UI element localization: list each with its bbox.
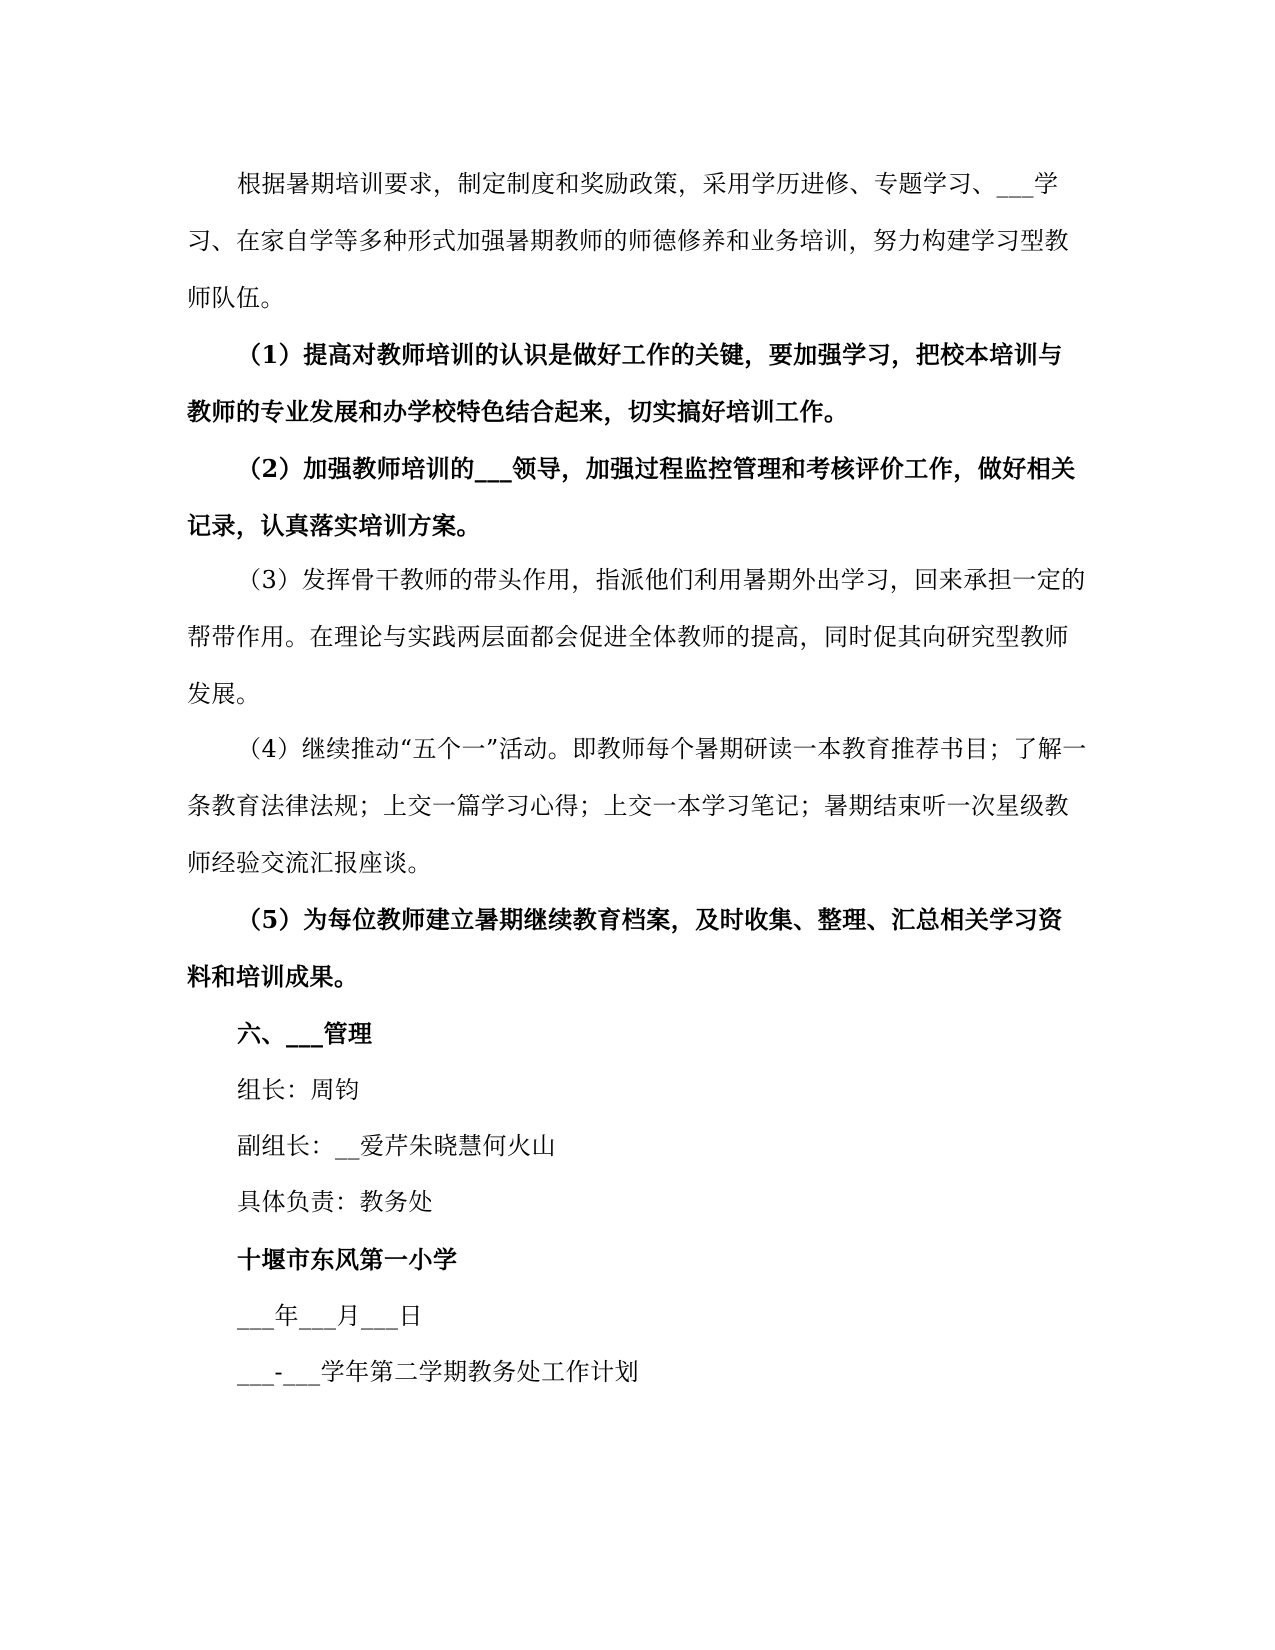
paragraph-item-1: （1）提高对教师培训的认识是做好工作的关键，要加强学习，把校本培训与教师的专业发展和办学校特色结合起来，切实搞好培训工作。 xyxy=(187,340,1063,426)
paragraph-item-3: （3）发挥骨干教师的带头作用，指派他们利用暑期外出学习，回来承担一定的帮带作用。在理论与实践两层面都会促进全体教师的提高，同时促其向研究型教师发展。 xyxy=(187,566,1086,708)
section-heading: 六、___管理 xyxy=(237,1019,373,1048)
paragraph-item-4: （4）继续推动“五个一”活动。即教师每个暑期研读一本教育推荐书目；了解一条教育法律法规；上交一篇学习心得；上交一本学习笔记；暑期结束听一次星级教师经验交流汇报座谈。 xyxy=(187,735,1087,877)
school-name: 十堰市东风第一小学 xyxy=(237,1245,458,1274)
paragraph-item-5: （5）为每位教师建立暑期继续教育档案，及时收集、整理、汇总相关学习资料和培训成果。 xyxy=(187,905,1063,991)
team-leader: 组长：周钧 xyxy=(237,1076,360,1104)
next-plan-title: ___-___学年第二学期教务处工作计划 xyxy=(237,1358,640,1386)
paragraph-item-2: （2）加强教师培训的___领导，加强过程监控管理和考核评价工作，做好相关记录，认真落实培训方案。 xyxy=(187,454,1076,540)
responsible-dept: 具体负责：教务处 xyxy=(237,1188,433,1216)
deputy-leader: 副组长：__爱芹朱晓慧何火山 xyxy=(237,1132,556,1160)
paragraph-intro: 根据暑期培训要求，制定制度和奖励政策，采用学历进修、专题学习、___学习、在家自学等多种形式加强暑期教师的师德修养和业务培训，努力构建学习型教师队伍。 xyxy=(187,170,1069,312)
document-date: ___年___月___日 xyxy=(237,1302,423,1330)
